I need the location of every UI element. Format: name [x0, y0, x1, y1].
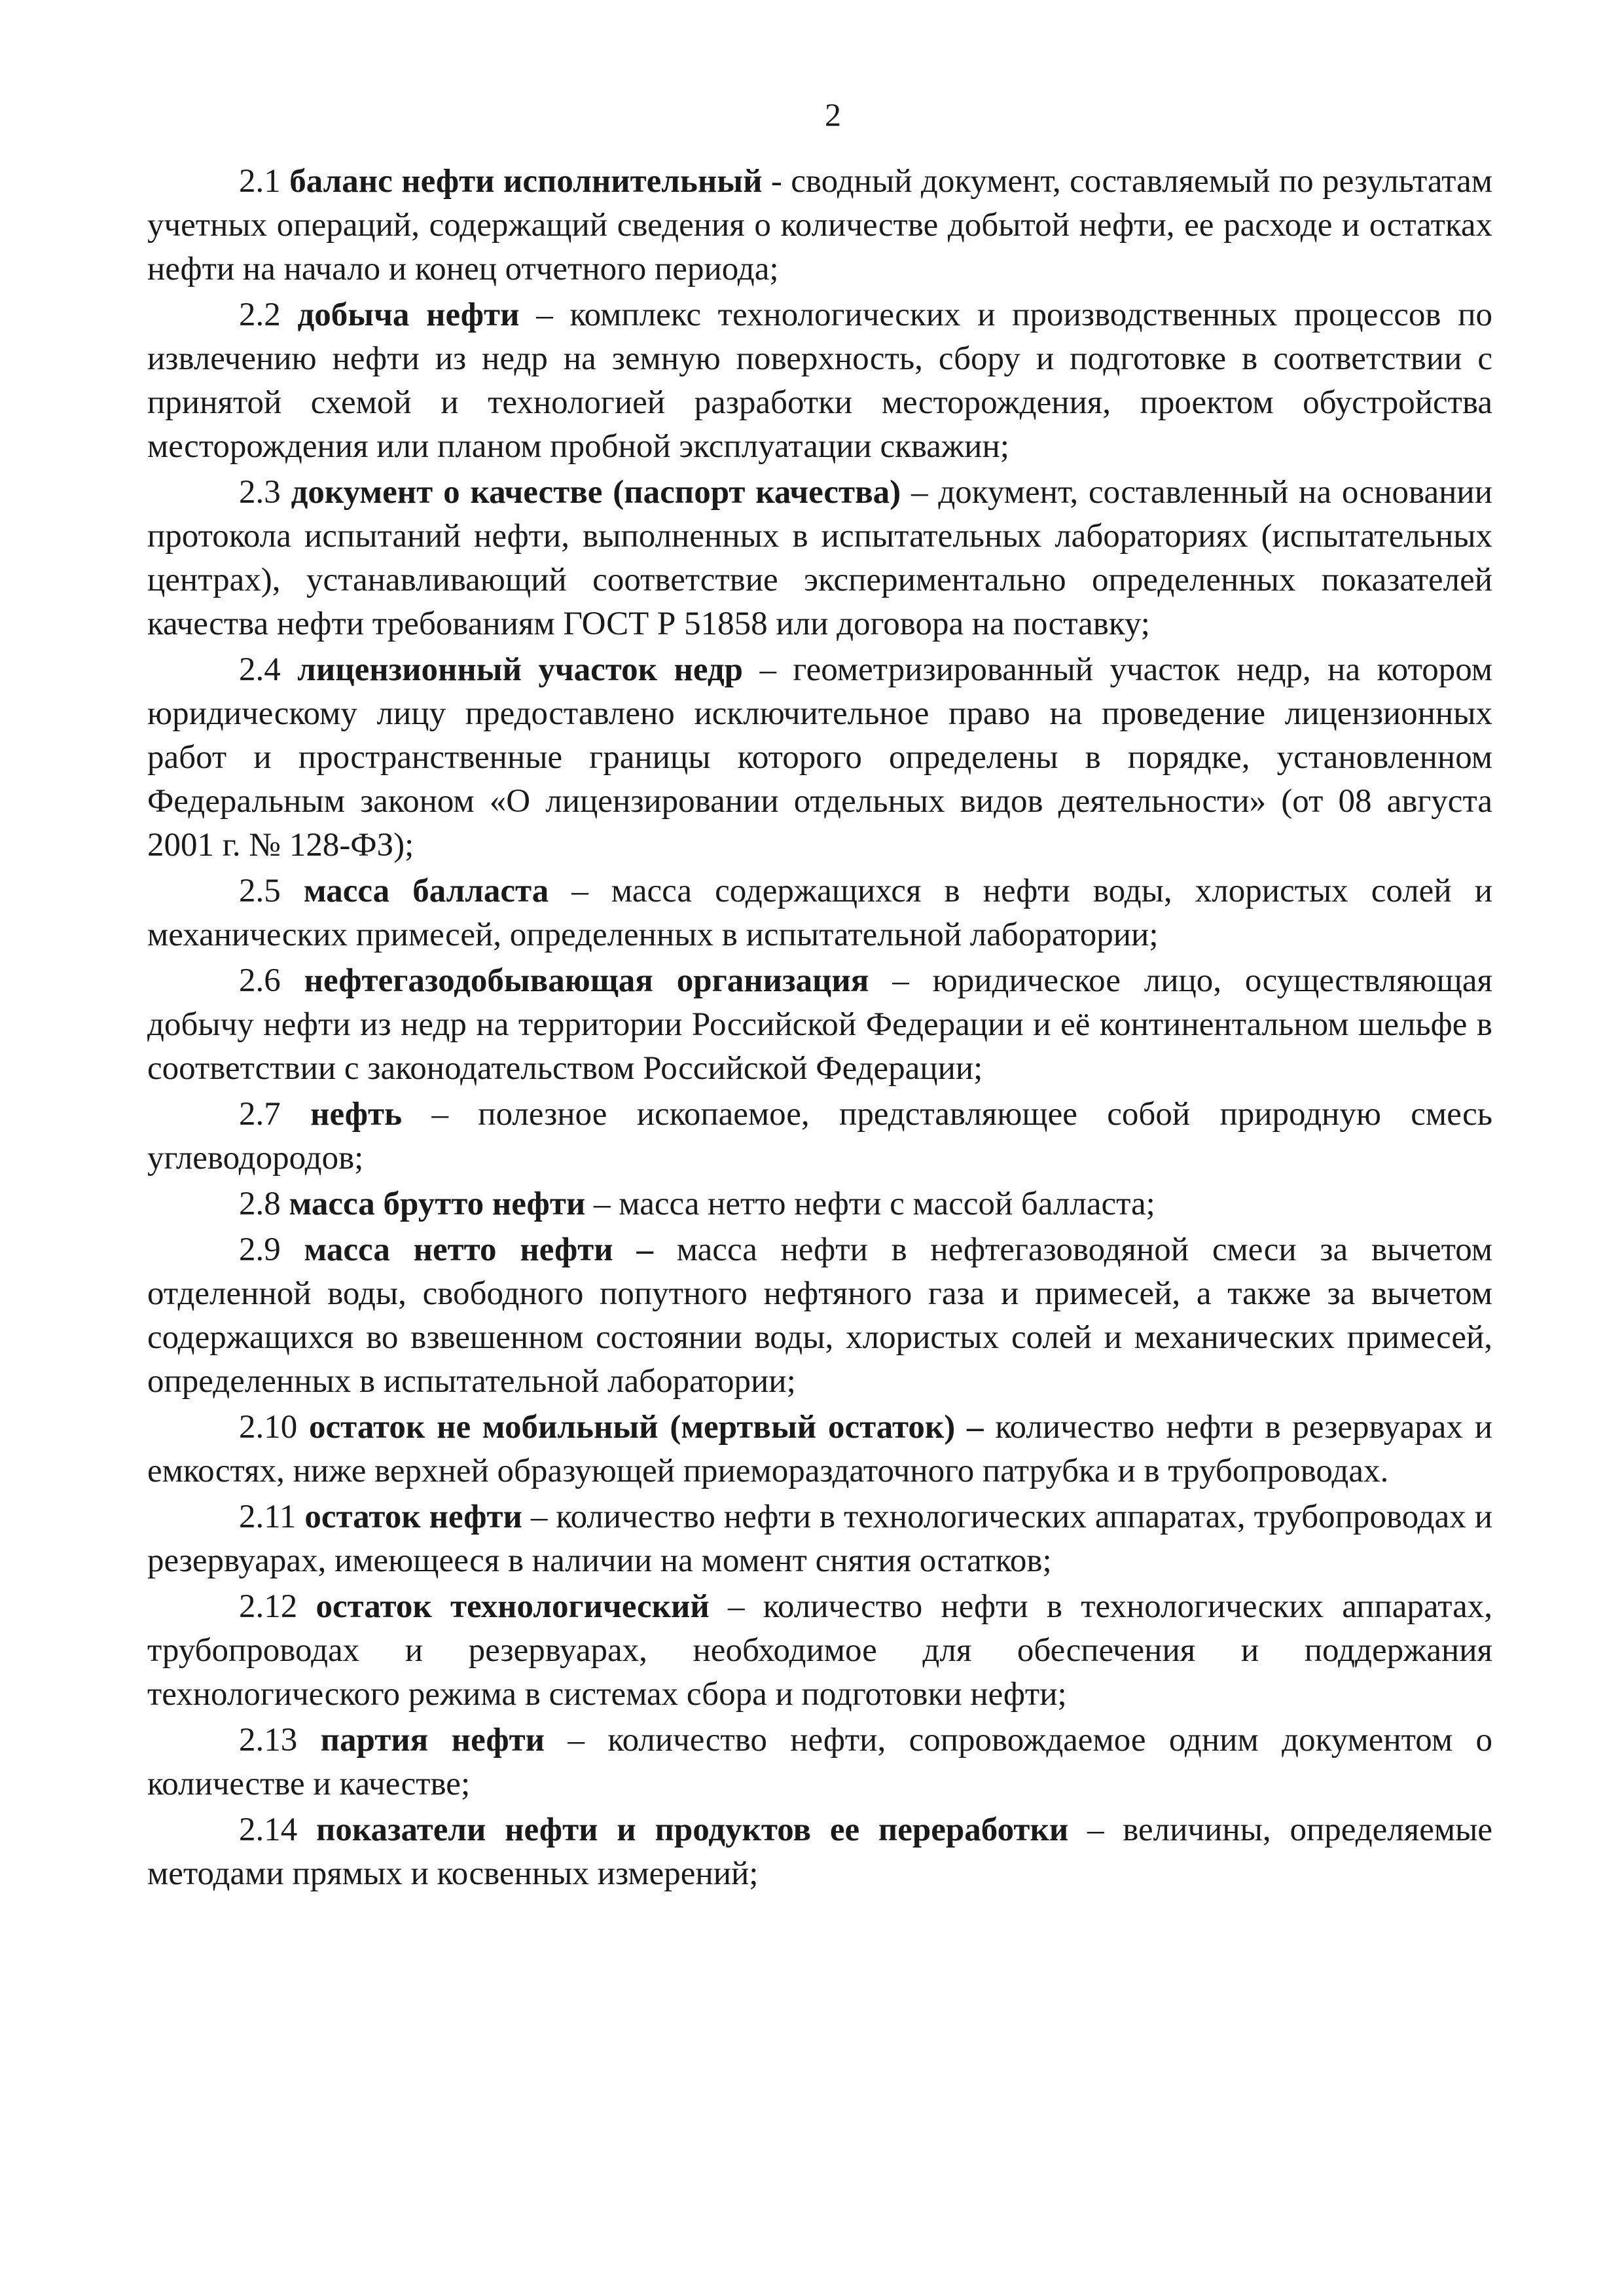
item-number: 2.1 [239, 163, 281, 200]
definition-text: – полезное ископаемое, представляющее собой природную смесь углеводородов; [147, 1096, 1493, 1176]
definition-text: – геометризированный участок недр, на котором юридическому лицу предоставлено исключительное право на проведение лицензионных работ и пространственные границы которого определены в порядке, установленном Федеральным законом «О лицензировании отдельных видов деятельности» (от 08 августа 2001 г. № 128-ФЗ); [147, 651, 1492, 864]
definition-text: масса нефти в нефтегазоводяной смеси за вычетом отделенной воды, свободного попутного нефтяного газа и примесей, а также за вычетом содержащихся во взвешенном состоянии воды, хлористых солей и механических примесей, определенных в испытательной лаборатории; [147, 1231, 1493, 1400]
definition-2-5 [147, 869, 1492, 957]
definition-2-6 [147, 959, 1492, 1091]
definition-text: - сводный документ, составляемый по результатам учетных операций, содержащий сведения о количестве добытой нефти, ее расходе и остатках нефти на начало и конец отчетного периода; [147, 163, 1493, 287]
definition-2-2 [147, 293, 1492, 469]
definition-2-1 [147, 160, 1492, 291]
term: лицензионный участок недр [297, 651, 744, 688]
term: нефтегазодобывающая организация [304, 962, 869, 999]
term: нефть [310, 1096, 403, 1133]
item-number: 2.3 [239, 474, 281, 511]
item-number: 2.13 [239, 1722, 298, 1758]
definition-2-14 [147, 1808, 1492, 1896]
item-number: 2.2 [239, 297, 281, 333]
term: масса балласта [303, 873, 549, 909]
term: масса брутто нефти [289, 1186, 586, 1222]
page-number: 2 [825, 96, 841, 133]
item-number: 2.6 [239, 962, 281, 999]
definition-2-12 [147, 1585, 1492, 1717]
definition-2-3 [147, 471, 1492, 646]
definition-text: – комплекс технологических и производственных процессов по извлечению нефти из недр на земную поверхность, сбору и подготовке в соответствии с принятой схемой и технологией разработки месторождения, проектом обустройства месторождения или планом пробной эксплуатации скважин; [147, 297, 1492, 465]
definition-text: – масса содержащихся в нефти воды, хлористых солей и механических примесей, определенных в испытательной лаборатории; [147, 873, 1492, 953]
term: остаток нефти [304, 1499, 522, 1535]
item-number: 2.5 [239, 873, 281, 909]
item-number: 2.11 [239, 1499, 297, 1535]
document-page [147, 98, 1492, 1898]
item-number: 2.4 [239, 651, 281, 688]
term: документ о качестве (паспорт качества) [291, 474, 901, 511]
definition-2-7 [147, 1093, 1492, 1180]
item-number: 2.8 [239, 1186, 281, 1222]
definition-text: – количество нефти в технологических аппаратах, трубопроводах и резервуарах, имеющееся в наличии на момент снятия остатков; [147, 1499, 1493, 1579]
item-number: 2.14 [239, 1812, 298, 1848]
item-number: 2.9 [239, 1231, 281, 1268]
definition-text: – величины, определяемые методами прямых и косвенных измерений; [147, 1812, 1493, 1892]
definition-text: – количество нефти, сопровождаемое одним документом о количестве и качестве; [147, 1722, 1492, 1802]
term: добыча нефти [297, 297, 520, 333]
term: показатели нефти и продуктов ее переработки [316, 1812, 1069, 1848]
definition-2-4 [147, 648, 1492, 867]
item-number: 2.10 [239, 1409, 298, 1446]
item-number: 2.12 [239, 1588, 298, 1625]
term: масса нетто нефти – [304, 1231, 653, 1268]
definition-text: – юридическое лицо, осуществляющая добычу нефти из недр на территории Российской Федерации и её континентальном шельфе в соответствии с законодательством Российской Федерации; [147, 962, 1492, 1087]
definition-text: количество нефти в резервуарах и емкостях, ниже верхней образующей приемораздаточного патрубка и в трубопроводах. [147, 1409, 1492, 1489]
item-number: 2.7 [239, 1096, 281, 1133]
term: остаток технологический [316, 1588, 710, 1625]
definition-2-10 [147, 1406, 1492, 1493]
definition-2-8 [147, 1182, 1492, 1226]
definition-2-9 [147, 1228, 1492, 1404]
definition-2-13 [147, 1719, 1492, 1806]
definition-text: – документ, составленный на основании протокола испытаний нефти, выполненных в испытательных лабораториях (испытательных центрах), устанавливающий соответствие экспериментально определенных показателей качества нефти требованиям ГОСТ Р 51858 или договора на поставку; [147, 474, 1492, 642]
term: остаток не мобильный (мертвый остаток) – [309, 1409, 984, 1446]
definition-2-11 [147, 1495, 1492, 1583]
term: баланс нефти исполнительный [289, 163, 763, 200]
term: партия нефти [320, 1722, 545, 1758]
definition-text: – масса нетто нефти с массой балласта; [585, 1186, 1155, 1222]
definition-text: – количество нефти в технологических аппаратах, трубопроводах и резервуарах, необходимое для обеспечения и поддержания технологического режима в системах сбора и подготовки нефти; [147, 1588, 1493, 1713]
